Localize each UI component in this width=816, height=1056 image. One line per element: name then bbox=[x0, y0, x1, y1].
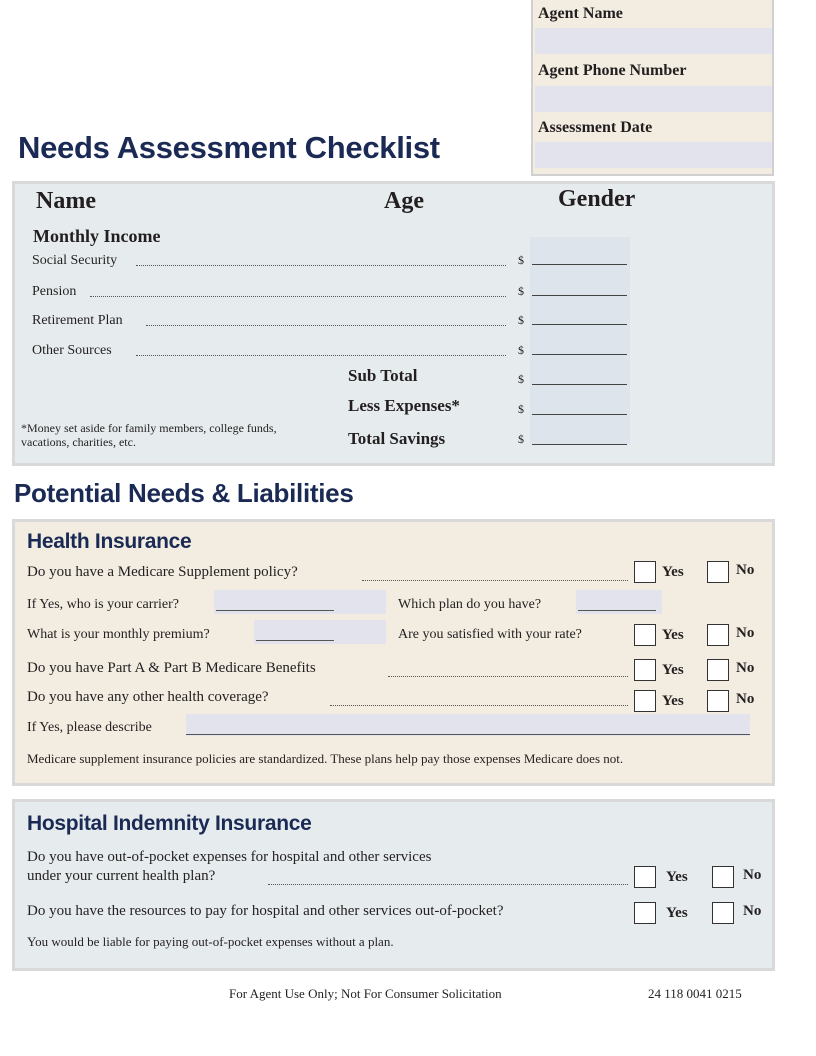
medicare-supplement-no-checkbox[interactable] bbox=[707, 561, 729, 583]
income-label-pension: Pension bbox=[32, 284, 77, 299]
medicare-supplement-yes-checkbox[interactable] bbox=[634, 561, 656, 583]
retirement-plan-amount-field[interactable] bbox=[532, 324, 627, 325]
resources-yes-checkbox[interactable] bbox=[634, 902, 656, 924]
savings-footnote: *Money set aside for family members, college funds, vacations, charities, etc. bbox=[21, 421, 277, 449]
currency-symbol: $ bbox=[518, 372, 524, 386]
income-label-other-sources: Other Sources bbox=[32, 343, 112, 358]
section-title: Potential Needs & Liabilities bbox=[14, 478, 354, 508]
agent-info-box bbox=[531, 0, 774, 176]
other-coverage-yes-checkbox[interactable] bbox=[634, 690, 656, 712]
currency-symbol: $ bbox=[518, 343, 524, 357]
no-label: No bbox=[743, 903, 762, 919]
question-resources: Do you have the resources to pay for hospital and other services out-of-pocket? bbox=[27, 903, 504, 919]
agent-name-field[interactable] bbox=[535, 28, 772, 54]
question-satisfied-rate: Are you satisfied with your rate? bbox=[398, 627, 582, 642]
question-out-of-pocket-line2: under your current health plan? bbox=[27, 868, 216, 884]
less-expenses-field[interactable] bbox=[532, 414, 627, 415]
leader-dots bbox=[90, 296, 506, 297]
leader-dots bbox=[146, 325, 506, 326]
out-of-pocket-yes-checkbox[interactable] bbox=[634, 866, 656, 888]
leader-dots bbox=[268, 884, 628, 885]
gender-label: Gender bbox=[558, 186, 636, 212]
liability-note: You would be liable for paying out-of-pocket expenses without a plan. bbox=[27, 934, 394, 949]
sub-total-field[interactable] bbox=[532, 384, 627, 385]
leader-dots bbox=[330, 705, 628, 706]
no-label: No bbox=[736, 625, 755, 641]
income-label-social-security: Social Security bbox=[32, 253, 118, 268]
leader-dots bbox=[136, 355, 506, 356]
monthly-premium-field[interactable] bbox=[256, 640, 334, 641]
sub-total-label: Sub Total bbox=[348, 366, 418, 385]
carrier-field[interactable] bbox=[216, 610, 334, 611]
satisfied-rate-no-checkbox[interactable] bbox=[707, 624, 729, 646]
question-out-of-pocket-line1: Do you have out-of-pocket expenses for hospital and other services bbox=[27, 849, 432, 865]
yes-label: Yes bbox=[662, 693, 684, 709]
page-title: Needs Assessment Checklist bbox=[18, 130, 440, 165]
medicare-note: Medicare supplement insurance policies are standardized. These plans help pay those expenses Medicare does not. bbox=[27, 751, 624, 766]
satisfied-rate-yes-checkbox[interactable] bbox=[634, 624, 656, 646]
assessment-date-field[interactable] bbox=[535, 142, 772, 168]
currency-symbol: $ bbox=[518, 402, 524, 416]
other-coverage-no-checkbox[interactable] bbox=[707, 690, 729, 712]
agent-name-label: Agent Name bbox=[538, 5, 623, 22]
leader-dots bbox=[136, 265, 506, 266]
currency-symbol: $ bbox=[518, 313, 524, 327]
pension-amount-field[interactable] bbox=[532, 295, 627, 296]
yes-label: Yes bbox=[662, 564, 684, 580]
part-a-b-no-checkbox[interactable] bbox=[707, 659, 729, 681]
age-label: Age bbox=[384, 188, 424, 214]
leader-dots bbox=[362, 580, 628, 581]
question-part-a-b: Do you have Part A & Part B Medicare Benefits bbox=[27, 660, 316, 676]
question-monthly-premium: What is your monthly premium? bbox=[27, 627, 210, 642]
health-insurance-panel bbox=[12, 519, 775, 786]
footer-disclaimer: For Agent Use Only; Not For Consumer Solicitation bbox=[229, 986, 502, 1001]
total-savings-label: Total Savings bbox=[348, 429, 446, 448]
describe-field-background bbox=[186, 714, 750, 736]
question-carrier: If Yes, who is your carrier? bbox=[27, 597, 180, 612]
health-insurance-title: Health Insurance bbox=[27, 530, 192, 553]
question-medicare-supplement: Do you have a Medicare Supplement policy? bbox=[27, 564, 298, 580]
yes-label: Yes bbox=[662, 662, 684, 678]
no-label: No bbox=[736, 660, 755, 676]
leader-dots bbox=[388, 676, 628, 677]
out-of-pocket-no-checkbox[interactable] bbox=[712, 866, 734, 888]
agent-phone-field[interactable] bbox=[535, 86, 772, 112]
less-expenses-label: Less Expenses* bbox=[348, 396, 460, 415]
total-savings-field[interactable] bbox=[532, 444, 627, 445]
question-describe: If Yes, please describe bbox=[27, 720, 152, 735]
no-label: No bbox=[736, 691, 755, 707]
question-other-coverage: Do you have any other health coverage? bbox=[27, 689, 269, 705]
no-label: No bbox=[743, 867, 762, 883]
agent-phone-label: Agent Phone Number bbox=[538, 62, 687, 79]
currency-symbol: $ bbox=[518, 253, 524, 267]
name-label: Name bbox=[36, 188, 96, 214]
describe-field[interactable] bbox=[186, 734, 750, 735]
part-a-b-yes-checkbox[interactable] bbox=[634, 659, 656, 681]
yes-label: Yes bbox=[666, 905, 688, 921]
monthly-income-label: Monthly Income bbox=[33, 226, 161, 246]
income-label-retirement-plan: Retirement Plan bbox=[32, 313, 123, 328]
yes-label: Yes bbox=[662, 627, 684, 643]
currency-symbol: $ bbox=[518, 284, 524, 298]
hospital-indemnity-title: Hospital Indemnity Insurance bbox=[27, 812, 312, 835]
assessment-date-label: Assessment Date bbox=[538, 119, 653, 136]
other-sources-amount-field[interactable] bbox=[532, 354, 627, 355]
currency-symbol: $ bbox=[518, 432, 524, 446]
resources-no-checkbox[interactable] bbox=[712, 902, 734, 924]
yes-label: Yes bbox=[666, 869, 688, 885]
question-plan: Which plan do you have? bbox=[398, 597, 542, 612]
form-number: 24 118 0041 0215 bbox=[648, 986, 742, 1001]
plan-field[interactable] bbox=[578, 610, 656, 611]
social-security-amount-field[interactable] bbox=[532, 264, 627, 265]
no-label: No bbox=[736, 562, 755, 578]
money-column-background bbox=[530, 237, 630, 444]
